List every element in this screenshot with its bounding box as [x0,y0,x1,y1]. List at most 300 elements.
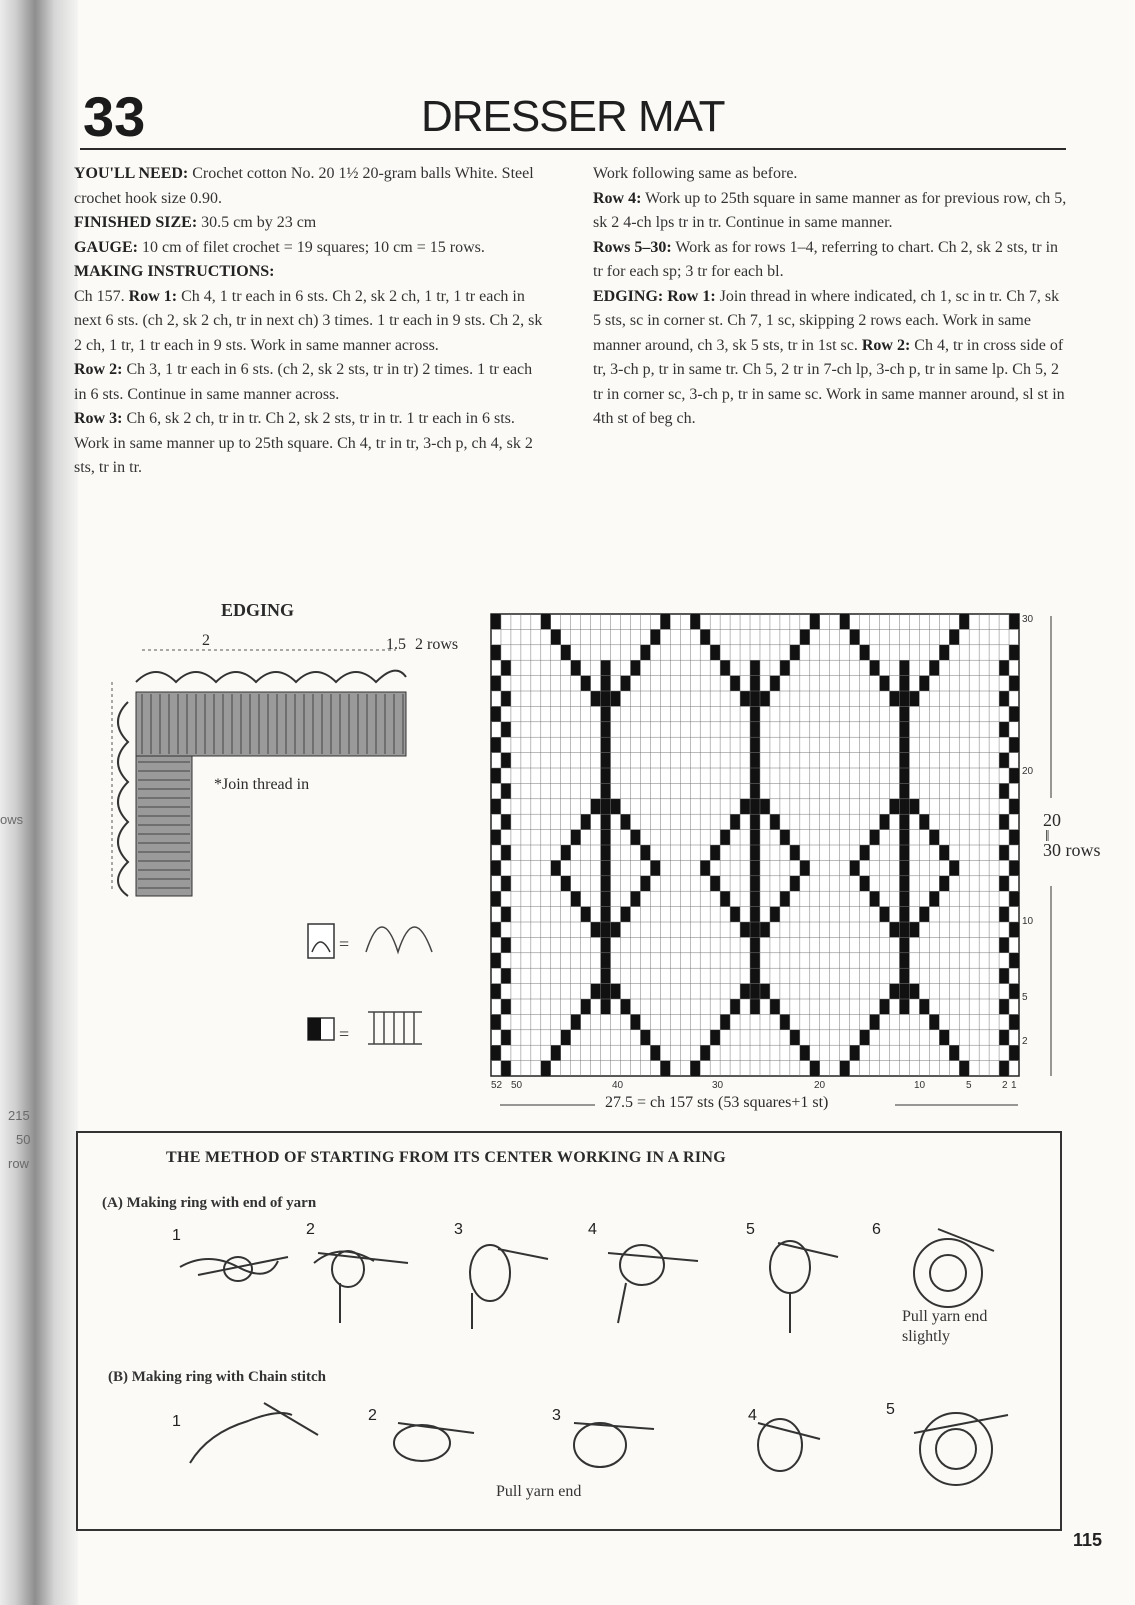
chart-block [730,814,740,829]
chart-tick-bottom: 40 [612,1080,624,1091]
chart-block [601,691,611,706]
chart-tick-right: 2 [1022,1036,1028,1047]
legend-eq-2: = [339,1024,350,1044]
chart-block [491,645,501,660]
size-text: 30.5 cm by 23 cm [197,214,317,231]
chart-block [730,907,740,922]
chart-block [750,691,760,706]
chart-block [999,753,1009,768]
step-a-5: 5 [746,1221,755,1238]
chart-width-label: 27.5 = ch 157 sts (53 squares+1 st) [605,1094,829,1111]
size-label: FINISHED SIZE: [74,214,198,231]
join-thread-label: *Join thread in [214,776,310,793]
chart-block [899,999,909,1014]
chart-tick-bottom: 50 [511,1080,523,1091]
chart-block [501,968,511,983]
chart-block [501,814,511,829]
chart-block [850,629,860,644]
chart-block [501,660,511,675]
chart-block [720,830,730,845]
chart-block [929,1014,939,1029]
chart-block [929,660,939,675]
row3-label: Row 3: [74,410,123,427]
need-label: YOU'LL NEED: [74,165,189,182]
method-b-label: (B) Making ring with Chain stitch [108,1369,326,1385]
chart-block [860,1030,870,1045]
chart-block [601,876,611,891]
chart-block [800,629,810,644]
row2-text: Ch 3, 1 tr each in 6 sts. (ch 2, sk 2 sts, tr in tr) 2 times. 1 tr each in 6 sts. Continue in same manner across. [74,361,533,403]
edging-row2-text: Ch 4, tr in cross side of tr, 3-ch p, tr in same tr. Ch 5, 2 tr in 7-ch lp, 3-ch p, tr in same lp. Ch 5, 2 tr in corner sc, 3-ch p, tr in same sc. Work in same manner around, sl st in 4th st of beg ch. [593,336,1065,427]
chart-block [750,830,760,845]
chart-block [601,860,611,875]
chart-block [850,1045,860,1060]
chart-block [750,753,760,768]
chart-block [899,737,909,752]
chart-block [491,614,501,629]
chart-block [870,660,880,675]
chart-block [630,660,640,675]
chart-block [750,999,760,1014]
filet-chart [491,614,1019,1076]
step-b-2: 2 [368,1407,377,1424]
chart-block [501,937,511,952]
chart-block [929,891,939,906]
chart-block [501,999,511,1014]
chart-block [870,891,880,906]
chart-block [630,891,640,906]
row1-text: Ch 4, 1 tr each in 6 sts. Ch 2, sk 2 ch, 1 tr, 1 tr each in next 6 sts. (ch 2, sk 2 ch, tr in next ch) 3 times. 1 tr each in 9 sts. Ch 2, sk 2 ch, 1 tr, 1 tr each in 9 sts. Work in same manner across. [74,287,543,354]
chart-block [601,814,611,829]
chart-block [561,1030,571,1045]
chart-block [730,676,740,691]
chart-block [630,830,640,845]
chart-block [909,691,919,706]
chart-block [1009,830,1019,845]
chart-block [750,676,760,691]
chart-block [660,1061,670,1076]
chart-block [889,922,899,937]
chart-block [939,876,949,891]
chart-block [750,799,760,814]
edging-title: EDGING [221,600,295,620]
chart-block [780,891,790,906]
chart-block [491,922,501,937]
chart-block [501,753,511,768]
chart-block [1009,1014,1019,1029]
chart-block [640,845,650,860]
chart-tick-bottom: 30 [712,1080,724,1091]
legend-eq-1: = [339,934,350,954]
chart-block [889,799,899,814]
chart-block [999,999,1009,1014]
chart-block [790,845,800,860]
chart-block [601,937,611,952]
chart-block [899,783,909,798]
edging-row2-label: Row 2: [861,336,911,354]
chart-block [491,799,501,814]
chart-block [660,614,670,629]
chart-block [611,922,621,937]
chart-block [870,830,880,845]
chart-block [780,660,790,675]
chart-block [899,768,909,783]
chart-block [1009,891,1019,906]
chart-block [850,860,860,875]
chart-block [750,937,760,952]
chart-block [491,1014,501,1029]
chart-block [720,891,730,906]
step-b-4: 4 [748,1407,757,1424]
chart-block [571,891,581,906]
chart-block [601,922,611,937]
chart-block [899,922,909,937]
chart-block [899,860,909,875]
chart-block [899,968,909,983]
page-footer-number: 115 [1073,1530,1103,1550]
chart-block [1009,768,1019,783]
chart-block [591,799,601,814]
chart-block [710,876,720,891]
chart-block [491,953,501,968]
chart-block [591,691,601,706]
chart-block [541,1061,551,1076]
chart-block [919,999,929,1014]
chart-block [899,891,909,906]
row4-label: Row 4: [593,189,642,207]
chart-tick-bottom: 10 [914,1080,926,1091]
chart-block [501,845,511,860]
chart-block [999,907,1009,922]
chart-block [1009,799,1019,814]
page-title: DRESSER MAT [421,92,725,141]
chart-block [581,814,591,829]
chart-block [591,922,601,937]
edging-diagram [96,622,516,912]
chart-block [949,1045,959,1060]
chart-block [750,845,760,860]
chart-block [999,783,1009,798]
chart-block [899,876,909,891]
chart-tick-bottom: 2 [1002,1080,1008,1091]
chart-block [1009,706,1019,721]
chart-block [750,968,760,983]
chart-block [491,830,501,845]
chart-block [790,645,800,660]
step-a-2: 2 [306,1221,315,1238]
chart-block [880,999,890,1014]
row3-text: Ch 6, sk 2 ch, tr in tr. Ch 2, sk 2 sts, tr in tr. 1 tr each in 6 sts. Work in same manner up to 25th square. Ch 4, tr in tr, 3-ch p, ch 4, sk 2 sts, tr in tr. [74,410,533,476]
chart-block [770,814,780,829]
chart-block [1009,614,1019,629]
chart-tick-right: 10 [1022,916,1034,927]
chart-block [710,845,720,860]
chart-block [999,968,1009,983]
gutter-mark: ows [0,812,24,827]
chart-block [571,1014,581,1029]
chart-block [1009,1045,1019,1060]
row1-pre: Ch 157. [74,287,129,305]
chart-block [840,614,850,629]
chart-block [640,876,650,891]
chart-block [939,845,949,860]
chart-tick-bottom: 1 [1011,1080,1017,1091]
gutter-mark: row [8,1156,29,1171]
chart-block [760,922,770,937]
chart-block [700,860,710,875]
rows530-text: Work as for rows 1–4, referring to chart. Ch 2, sk 2 sts, tr in tr for each sp; 3 tr for each bl. [593,238,1059,280]
chart-block [690,614,700,629]
chart-block [501,722,511,737]
chart-block [601,706,611,721]
chart-block [571,830,581,845]
chart-block [770,999,780,1014]
chart-block [621,676,631,691]
chart-block [561,845,571,860]
chart-block [1009,860,1019,875]
chart-block [800,1045,810,1060]
step-a-6: 6 [872,1221,881,1238]
edging-row-2-label: 2 [202,632,210,649]
chart-block [571,660,581,675]
step-b-5: 5 [886,1401,895,1418]
instructions-left-column [74,162,546,481]
chart-block [750,953,760,968]
gutter-mark: 215 [8,1108,30,1123]
title-rule [80,148,1066,150]
chart-rows-20: 20 [1043,810,1061,830]
method-box [76,1131,1062,1531]
chart-block [491,737,501,752]
book-gutter [0,0,78,1605]
chart-block [551,629,561,644]
chart-block [899,814,909,829]
chart-block [790,876,800,891]
chart-tick-right: 30 [1022,614,1034,625]
chart-block [601,676,611,691]
chart-legend [302,912,462,1062]
chart-block [601,845,611,860]
chart-block [501,691,511,706]
chart-block [939,1030,949,1045]
chart-tick-right: 20 [1022,766,1034,777]
chart-block [899,691,909,706]
chart-block [750,891,760,906]
chart-block [750,876,760,891]
chart-block [501,783,511,798]
chart-block [959,614,969,629]
chart-block [710,1030,720,1045]
chart-block [601,984,611,999]
chart-block [1009,645,1019,660]
chart-block [750,768,760,783]
chart-block [601,722,611,737]
chart-tick-right: 5 [1022,992,1028,1003]
chart-block [899,722,909,737]
row1-label: Row 1: [128,287,178,305]
chart-block [750,814,760,829]
chart-block [700,629,710,644]
chart-block [999,660,1009,675]
ring-illustrations [78,1133,1064,1533]
step-b-1: 1 [172,1413,181,1430]
edging-label: EDGING: Row 1: [593,287,716,305]
chart-block [770,907,780,922]
chart-block [880,814,890,829]
chart-block [760,691,770,706]
chart-block [551,860,561,875]
chart-block [899,660,909,675]
chart-rows-30: 30 rows [1043,840,1101,860]
edging-row-15-label: 1.5 [386,636,406,653]
chart-block [750,860,760,875]
chart-block [750,737,760,752]
chart-block [501,876,511,891]
chart-block [880,907,890,922]
pattern-number: 33 [83,85,146,148]
step-a-1: 1 [172,1227,181,1244]
chart-block [1009,984,1019,999]
chart-block [601,737,611,752]
chart-block [650,1045,660,1060]
chart-block [780,1014,790,1029]
chart-block [919,814,929,829]
chart-block [770,676,780,691]
chart-block [750,660,760,675]
chart-tick-bottom: 20 [814,1080,826,1091]
chart-block [501,1030,511,1045]
gutter-mark: 50 [16,1132,31,1147]
need-text: Crochet cotton No. 20 1½ 20-gram balls White. Steel crochet hook size 0.90. [74,165,534,207]
instructions-right-column [593,162,1068,432]
chart-block [949,860,959,875]
gauge-text: 10 cm of filet crochet = 19 squares; 10 cm = 15 rows. [138,238,485,256]
chart-block [889,691,899,706]
chart-block [700,1045,710,1060]
chart-block [999,1030,1009,1045]
chart-block [710,645,720,660]
chart-block [581,676,591,691]
chart-block [999,876,1009,891]
chart-block [909,922,919,937]
chart-block [621,814,631,829]
chart-block [491,860,501,875]
chart-block [860,876,870,891]
chart-block [551,1045,561,1060]
method-a-caption: Pull yarn end slightly [902,1308,988,1345]
chart-block [899,953,909,968]
method-a-label: (A) Making ring with end of yarn [102,1195,317,1211]
chart-block [959,1061,969,1076]
chart-block [630,1014,640,1029]
chart-block [740,799,750,814]
step-b-3: 3 [552,1407,561,1424]
method-b-caption: Pull yarn end [496,1483,582,1500]
chart-block [899,706,909,721]
chart-block [1009,922,1019,937]
chart-block [740,922,750,937]
chart-block [601,660,611,675]
chart-block [491,676,501,691]
chart-block [999,1061,1009,1076]
chart-block [591,984,601,999]
chart-block [999,937,1009,952]
chart-block [730,999,740,1014]
chart-block [919,907,929,922]
chart-block [601,830,611,845]
gauge-label: GAUGE: [74,238,138,256]
chart-block [601,768,611,783]
chart-block [640,645,650,660]
chart-block [611,799,621,814]
chart-block [760,984,770,999]
chart-block [1009,737,1019,752]
chart-block [750,907,760,922]
chart-block [810,614,820,629]
chart-block [601,783,611,798]
chart-block [939,645,949,660]
chart-block [889,984,899,999]
making-label: MAKING INSTRUCTIONS: [74,263,275,280]
edging-text: Join thread in where indicated, ch 1, sc in tr. Ch 7, sk 5 sts, sc in corner st. Ch 7, 1 sc, skipping 2 rows each. Work in same manner around, ch 3, sk 5 sts, tr in 1st sc. [593,287,1060,354]
chart-block [949,629,959,644]
step-a-4: 4 [588,1221,597,1238]
chart-block [780,830,790,845]
chart-block [561,876,571,891]
chart-block [750,706,760,721]
chart-block [650,629,660,644]
chart-block [899,676,909,691]
chart-block [919,676,929,691]
chart-block [650,860,660,875]
chart-block [501,907,511,922]
chart-block [601,891,611,906]
chart-block [870,1014,880,1029]
chart-block [899,830,909,845]
chart-block [740,691,750,706]
chart-height-arrow [1046,616,1056,1076]
chart-block [611,984,621,999]
chart-block [740,984,750,999]
chart-block [601,968,611,983]
chart-block [899,753,909,768]
chart-block [750,783,760,798]
chart-block [860,845,870,860]
chart-block [601,953,611,968]
chart-block [640,1030,650,1045]
chart-block [501,1061,511,1076]
chart-block [690,1061,700,1076]
chart-block [800,860,810,875]
chart-block [760,799,770,814]
continue-text: Work following same as before. [593,165,798,182]
chart-block [601,907,611,922]
chart-block [491,984,501,999]
chart-block [999,814,1009,829]
method-title: THE METHOD OF STARTING FROM ITS CENTER WORKING IN A RING [166,1149,727,1166]
row2-label: Row 2: [74,361,123,378]
chart-block [611,691,621,706]
chart-tick-bottom: 5 [966,1080,972,1091]
chart-block [491,891,501,906]
chart-tick-bottom: 52 [491,1080,503,1091]
chart-block [561,645,571,660]
chart-block [621,999,631,1014]
chart-block [860,645,870,660]
chart-block [880,676,890,691]
chart-block [601,753,611,768]
chart-block [810,1061,820,1076]
